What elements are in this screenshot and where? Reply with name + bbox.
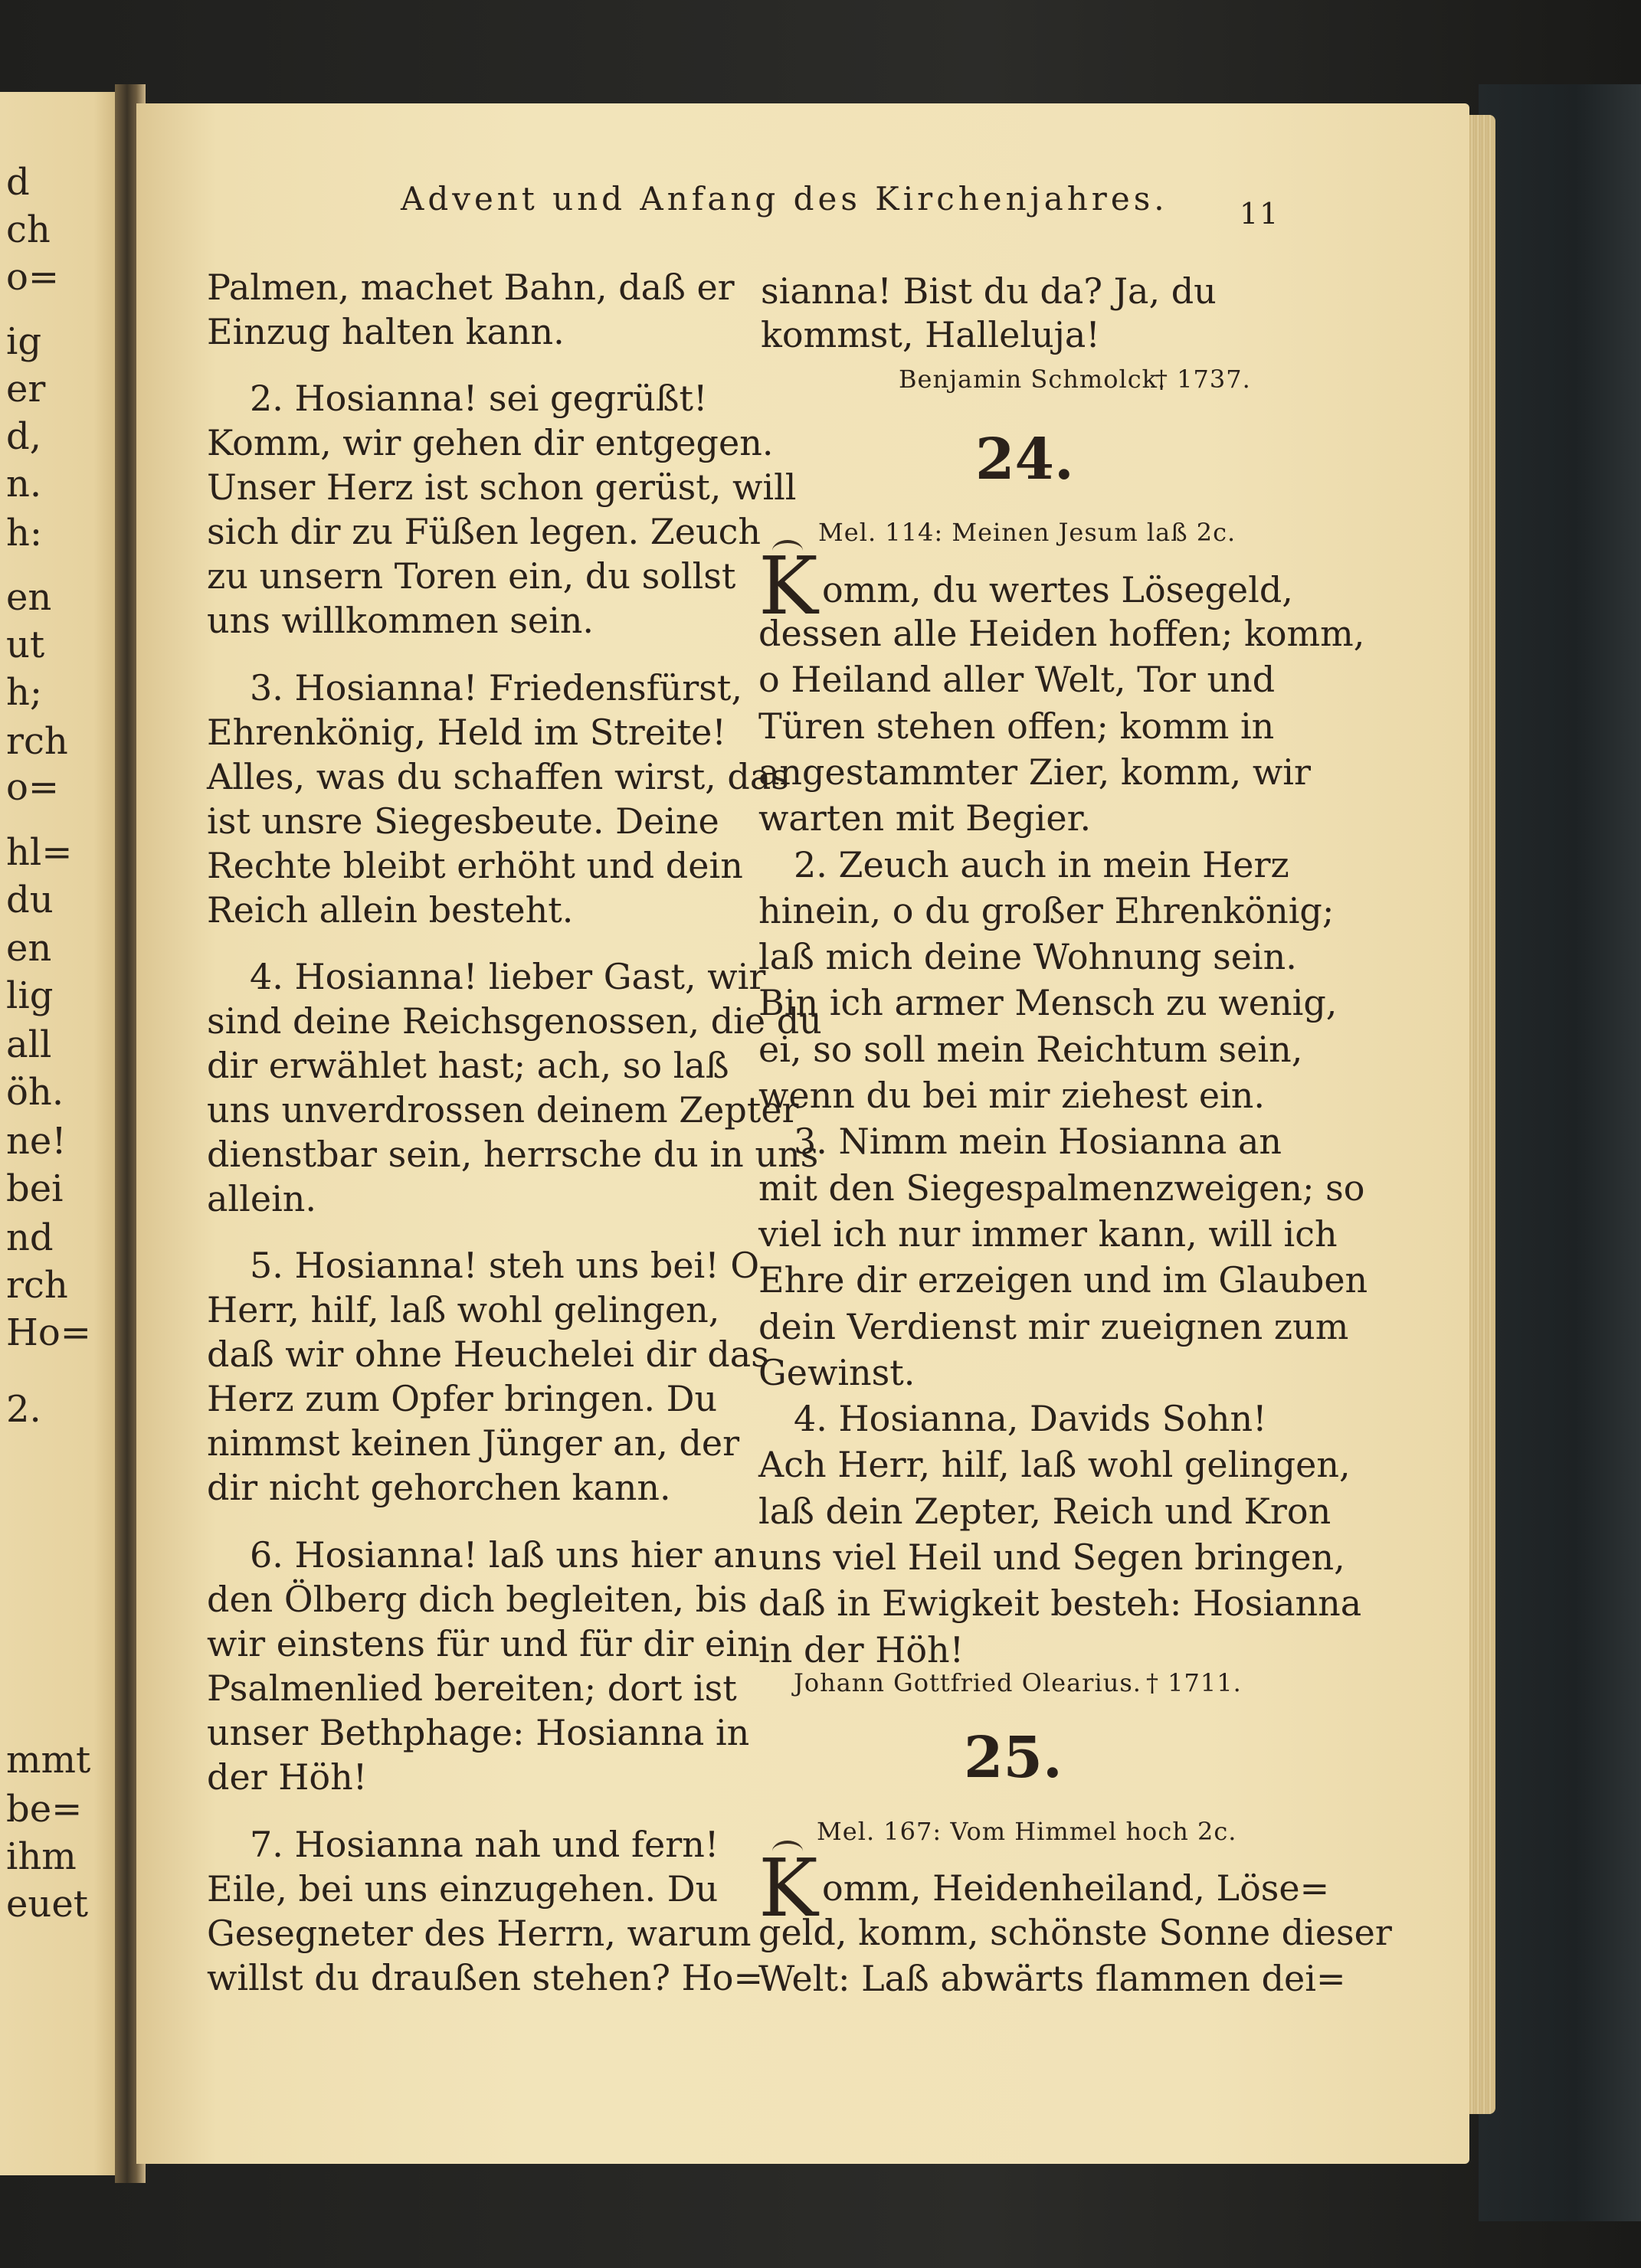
left-column-line: der Höh!	[207, 1756, 368, 1798]
previous-page-fragment: Ho=	[6, 1311, 91, 1354]
previous-page-fragment: n.	[6, 463, 42, 506]
hymn-24-line: laß dein Zepter, Reich und Kron	[758, 1490, 1331, 1532]
hymn-23-line-2: kommst, Halleluja!	[761, 314, 1100, 355]
previous-page-fragment: du	[6, 879, 54, 921]
hymn-24-melody: Mel. 114: Meinen Jesum laß 2c.	[818, 518, 1236, 547]
hymn-24-line: 3. Nimm mein Hosianna an	[794, 1121, 1282, 1163]
left-column-line: Komm, wir gehen dir entgegen.	[207, 422, 774, 463]
hymn-24-line: Ach Herr, hilf, laß wohl gelingen,	[758, 1444, 1351, 1486]
left-column-line: Gesegneter des Herrn, warum	[207, 1913, 752, 1954]
left-column-line: sich dir zu Füßen legen. Zeuch	[207, 511, 761, 552]
book-cover-edge	[1479, 84, 1641, 2221]
hymn-25-number: 25.	[964, 1725, 1063, 1791]
hymn-24-line: wenn du bei mir ziehest ein.	[758, 1075, 1266, 1116]
previous-page-fragment: nd	[6, 1216, 54, 1259]
previous-page-fragment: ihm	[6, 1835, 77, 1878]
hymn-24-line: o Heiland aller Welt, Tor und	[758, 659, 1276, 701]
left-column-line: daß wir ohne Heuchelei dir das	[207, 1334, 769, 1375]
hymn-24-line: hinein, o du großer Ehrenkönig;	[758, 889, 1335, 931]
left-column-line: Einzug halten kann.	[207, 311, 565, 352]
hymn-24-line: laß mich deine Wohnung sein.	[758, 936, 1297, 978]
previous-page-fragment: en	[6, 927, 52, 970]
left-column-line: Ehrenkönig, Held im Streite!	[207, 712, 726, 753]
left-column-line: allein.	[207, 1178, 317, 1219]
left-column-line: unser Bethphage: Hosianna in	[207, 1712, 750, 1753]
previous-page	[0, 92, 134, 2175]
hymn-24-line: viel ich nur immer kann, will ich	[758, 1213, 1338, 1255]
left-column-line: zu unsern Toren ein, du sollst	[207, 555, 736, 597]
previous-page-fragment: all	[6, 1023, 52, 1066]
previous-page-fragment: 2.	[6, 1388, 41, 1431]
previous-page-fragment: euet	[6, 1883, 89, 1926]
hymn-25-line: geld, komm, schönste Sonne dieser	[758, 1912, 1392, 1953]
previous-page-fragment: bei	[6, 1167, 64, 1210]
left-column-line: sind deine Reichsgenossen, die du	[207, 1000, 822, 1042]
hymn-24-number: 24.	[975, 427, 1074, 493]
hymn-24-line: uns viel Heil und Segen bringen,	[758, 1537, 1345, 1578]
previous-page-fragment: ut	[6, 623, 45, 666]
hymn-24-line: ei, so soll mein Reichtum sein,	[758, 1028, 1303, 1070]
left-column-line: dir erwählet hast; ach, so laß	[207, 1045, 729, 1086]
left-column-line: Herr, hilf, laß wohl gelingen,	[207, 1289, 720, 1330]
left-column-line: Reich allein besteht.	[207, 889, 574, 931]
previous-page-fragment: ch	[6, 208, 51, 251]
left-column-line: wir einstens für und für dir ein	[207, 1623, 760, 1664]
left-column-line: uns willkommen sein.	[207, 600, 594, 641]
left-column-line: 5. Hosianna! steh uns bei! O	[250, 1245, 760, 1286]
left-column-line: ist unsre Siegesbeute. Deine	[207, 800, 719, 842]
previous-page-fragment: rch	[6, 720, 68, 763]
left-column-line: 7. Hosianna nah und fern!	[250, 1824, 719, 1865]
previous-page-fragment: ne!	[6, 1120, 67, 1163]
left-column-line: 2. Hosianna! sei gegrüßt!	[250, 378, 708, 419]
previous-page-fragment: ig	[6, 320, 42, 363]
previous-page-fragment: be=	[6, 1788, 83, 1831]
left-column-line: dir nicht gehorchen kann.	[207, 1467, 671, 1508]
previous-page-fragment: lig	[6, 974, 54, 1017]
previous-page-fragment: en	[6, 576, 52, 619]
hymn-24-line: 2. Zeuch auch in mein Herz	[794, 843, 1289, 885]
left-column-line: 3. Hosianna! Friedensfürst,	[250, 667, 742, 709]
left-column-line: Unser Herz ist schon gerüst, will	[207, 466, 797, 508]
hymn-24-line: mit den Siegespalmenzweigen; so	[758, 1167, 1365, 1209]
previous-page-fragment: d,	[6, 415, 41, 458]
hymn-24-line: dessen alle Heiden hoffen; komm,	[758, 613, 1365, 654]
hymn-24-line: dein Verdienst mir zueignen zum	[758, 1305, 1349, 1347]
left-column-line: Rechte bleibt erhöht und dein	[207, 845, 743, 886]
left-column-line: willst du draußen stehen? Ho=	[207, 1957, 764, 1998]
left-column-line: Palmen, machet Bahn, daß er	[207, 267, 735, 308]
left-column-line: uns unverdrossen deinem Zepter	[207, 1089, 799, 1131]
hymn-24-death-year: † 1711.	[1146, 1668, 1242, 1697]
hymn-25-first-line: omm, Heidenheiland, Löse=	[822, 1867, 1330, 1909]
hymn-23-line-1: sianna! Bist du da? Ja, du	[761, 270, 1217, 312]
hymn-25-dropcap: K	[758, 1841, 818, 1935]
hymn-24-author: Johann Gottfried Olearius.	[794, 1668, 1141, 1697]
previous-page-fragment: h:	[6, 512, 43, 555]
hymn-24-line: Türen stehen offen; komm in	[758, 705, 1275, 747]
previous-page-fragment: d	[6, 161, 30, 204]
previous-page-fragment: h;	[6, 671, 43, 714]
previous-page-fragment: hl=	[6, 831, 73, 874]
book-page	[136, 103, 1469, 2164]
hymn-25-melody: Mel. 167: Vom Himmel hoch 2c.	[817, 1817, 1237, 1846]
previous-page-fragment: mmt	[6, 1739, 91, 1782]
hymn-24-dropcap: K	[758, 539, 818, 633]
previous-page-fragment: o=	[6, 256, 60, 299]
previous-page-text-fragments	[0, 92, 134, 2175]
left-column-line: Alles, was du schaffen wirst, das	[207, 756, 789, 797]
hymn-24-line: Gewinst.	[758, 1351, 915, 1393]
hymn-23-author: Benjamin Schmolck.	[899, 365, 1167, 394]
page-number: 11	[1240, 197, 1280, 231]
hymn-23-death-year: † 1737.	[1155, 365, 1251, 394]
left-column-line: dienstbar sein, herrsche du in uns	[207, 1134, 819, 1175]
previous-page-fragment: öh.	[6, 1071, 64, 1114]
running-header: Advent und Anfang des Kirchenjahres.	[401, 180, 1168, 218]
left-column-line: Herz zum Opfer bringen. Du	[207, 1378, 718, 1419]
hymn-24-line: daß in Ewigkeit besteh: Hosianna	[758, 1582, 1362, 1625]
previous-page-fragment: rch	[6, 1264, 68, 1307]
left-column-line: Psalmenlied bereiten; dort ist	[207, 1667, 737, 1709]
hymn-24-line: Bin ich armer Mensch zu wenig,	[758, 982, 1338, 1024]
previous-page-fragment: er	[6, 368, 46, 411]
hymn-24-first-line: omm, du wertes Lösegeld,	[822, 569, 1293, 610]
left-column-line: nimmst keinen Jünger an, der	[207, 1422, 740, 1464]
hymn-24-line: 4. Hosianna, Davids Sohn!	[794, 1398, 1267, 1440]
left-column-line: Eile, bei uns einzugehen. Du	[207, 1868, 719, 1910]
previous-page-fragment: o=	[6, 766, 60, 809]
hymn-24-line: angestammter Zier, komm, wir	[758, 751, 1311, 793]
hymn-25-line: Welt: Laß abwärts flammen dei=	[758, 1958, 1346, 2000]
hymn-24-line: Ehre dir erzeigen und im Glauben	[758, 1259, 1368, 1301]
hymn-24-line: warten mit Begier.	[758, 797, 1092, 839]
left-column-line: 4. Hosianna! lieber Gast, wir	[250, 956, 766, 997]
left-column-line: 6. Hosianna! laß uns hier an	[250, 1534, 758, 1576]
left-column-line: den Ölberg dich begleiten, bis	[207, 1579, 748, 1620]
hymn-24-line: in der Höh!	[758, 1628, 965, 1671]
